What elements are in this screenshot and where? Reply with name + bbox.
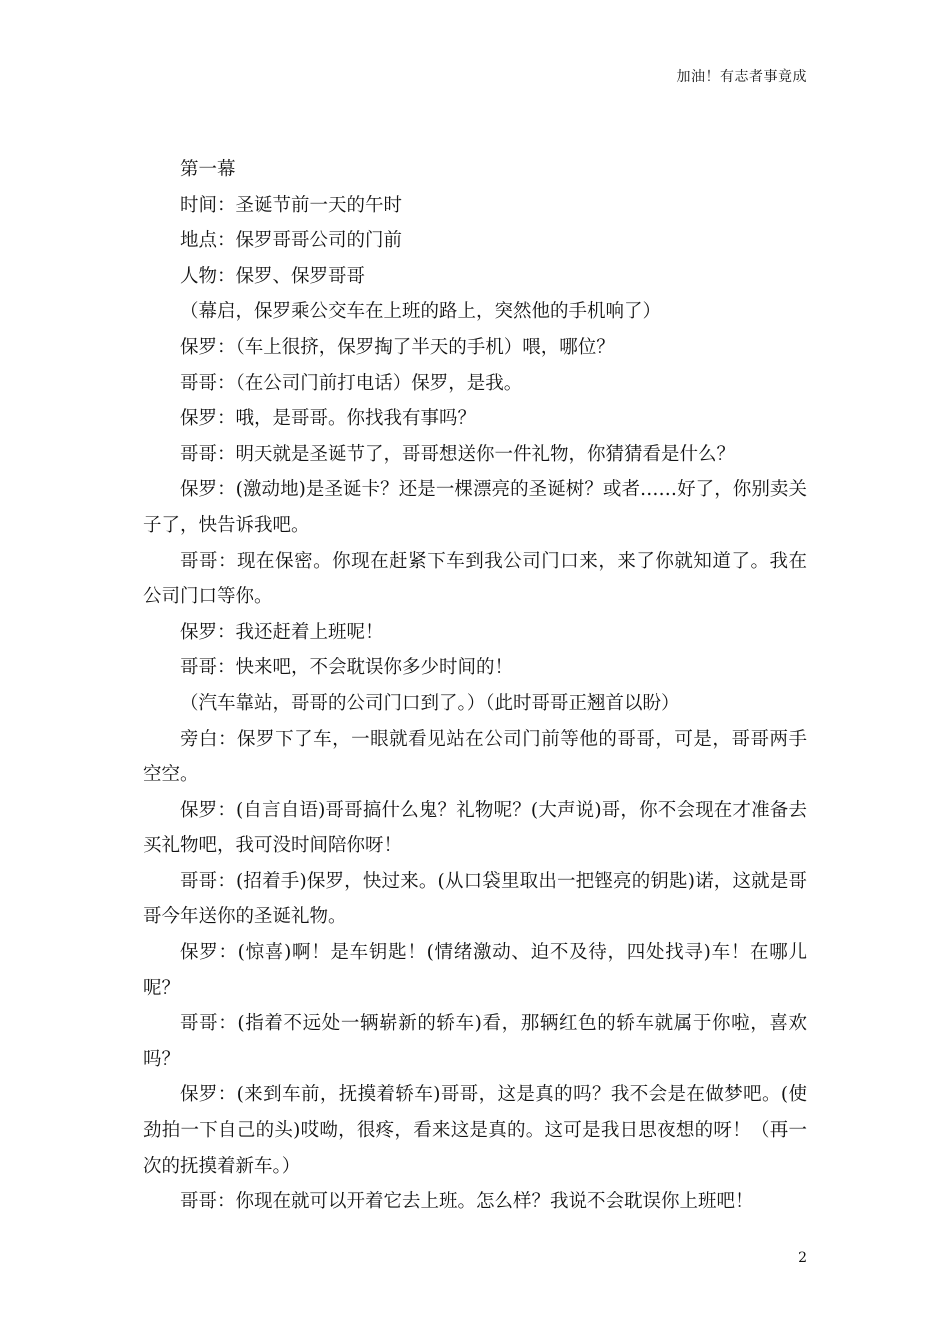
dialogue-line: 哥哥：（在公司门前打电话）保罗，是我。: [180, 372, 523, 394]
time-line: 时间：圣诞节前一天的午时: [180, 194, 403, 216]
dialogue-line: 哥哥：现在保密。你现在赶紧下车到我公司门口来，来了你就知道了。我在公司门口等你。: [143, 550, 807, 608]
dialogue-line: 哥哥：明天就是圣诞节了，哥哥想送你一件礼物，你猜猜看是什么？: [180, 443, 736, 465]
page-number: 2: [798, 1250, 807, 1266]
dialogue-line: 保罗：(自言自语)哥哥搞什么鬼？礼物呢？(大声说)哥，你不会现在才准备去买礼物吧，我可没时间陪你呀！: [143, 799, 807, 857]
dialogue-line: 保罗：（车上很挤，保罗掏了半天的手机）喂，哪位？: [180, 336, 615, 358]
dialogue-line: 哥哥：(指着不远处一辆崭新的轿车)看，那辆红色的轿车就属于你啦，喜欢吗？: [143, 1013, 807, 1070]
dialogue-line: 保罗：哦，是哥哥。你找我有事吗？: [180, 408, 477, 430]
dialogue-line: 保罗：我还赶着上班呢！: [180, 621, 384, 643]
dialogue-line: 保罗：(来到车前，抚摸着轿车)哥哥，这是真的吗？我不会是在做梦吧。(使劲拍一下自己的头)哎呦，很疼，看来这是真的。这可是我日思夜想的呀！（再一次的抚摸着新车。）: [143, 1084, 807, 1177]
document-body: [143, 152, 807, 1220]
stage-direction: （幕启，保罗乘公交车在上班的路上，突然他的手机响了）: [180, 301, 662, 323]
place-line: 地点：保罗哥哥公司的门前: [180, 230, 403, 252]
dialogue-line: 保罗：(惊喜)啊！是车钥匙！(情绪激动、迫不及待，四处找寻)车！在哪儿呢？: [143, 942, 807, 999]
dialogue-line: 哥哥：你现在就可以开着它去上班。怎么样？我说不会耽误你上班吧！: [180, 1191, 754, 1213]
page-header-motto: 加油！有志者事竟成: [676, 69, 807, 85]
cast-line: 人物：保罗、保罗哥哥: [180, 265, 366, 287]
dialogue-line: 保罗：(激动地)是圣诞卡？还是一棵漂亮的圣诞树？或者……好了，你别卖关子了，快告诉我吧。: [143, 479, 807, 536]
act-title: 第一幕: [180, 159, 236, 180]
stage-direction: （汽车靠站，哥哥的公司门口到了。）（此时哥哥正翘首以盼）: [180, 692, 680, 714]
narration-line: 旁白：保罗下了车，一眼就看见站在公司门前等他的哥哥，可是，哥哥两手空空。: [143, 728, 807, 786]
header-divider: [143, 96, 807, 97]
dialogue-line: 哥哥：(招着手)保罗，快过来。(从口袋里取出一把铿亮的钥匙)诺，这就是哥哥今年送你的圣诞礼物。: [143, 870, 807, 928]
dialogue-line: 哥哥：快来吧，不会耽误你多少时间的！: [180, 657, 514, 679]
